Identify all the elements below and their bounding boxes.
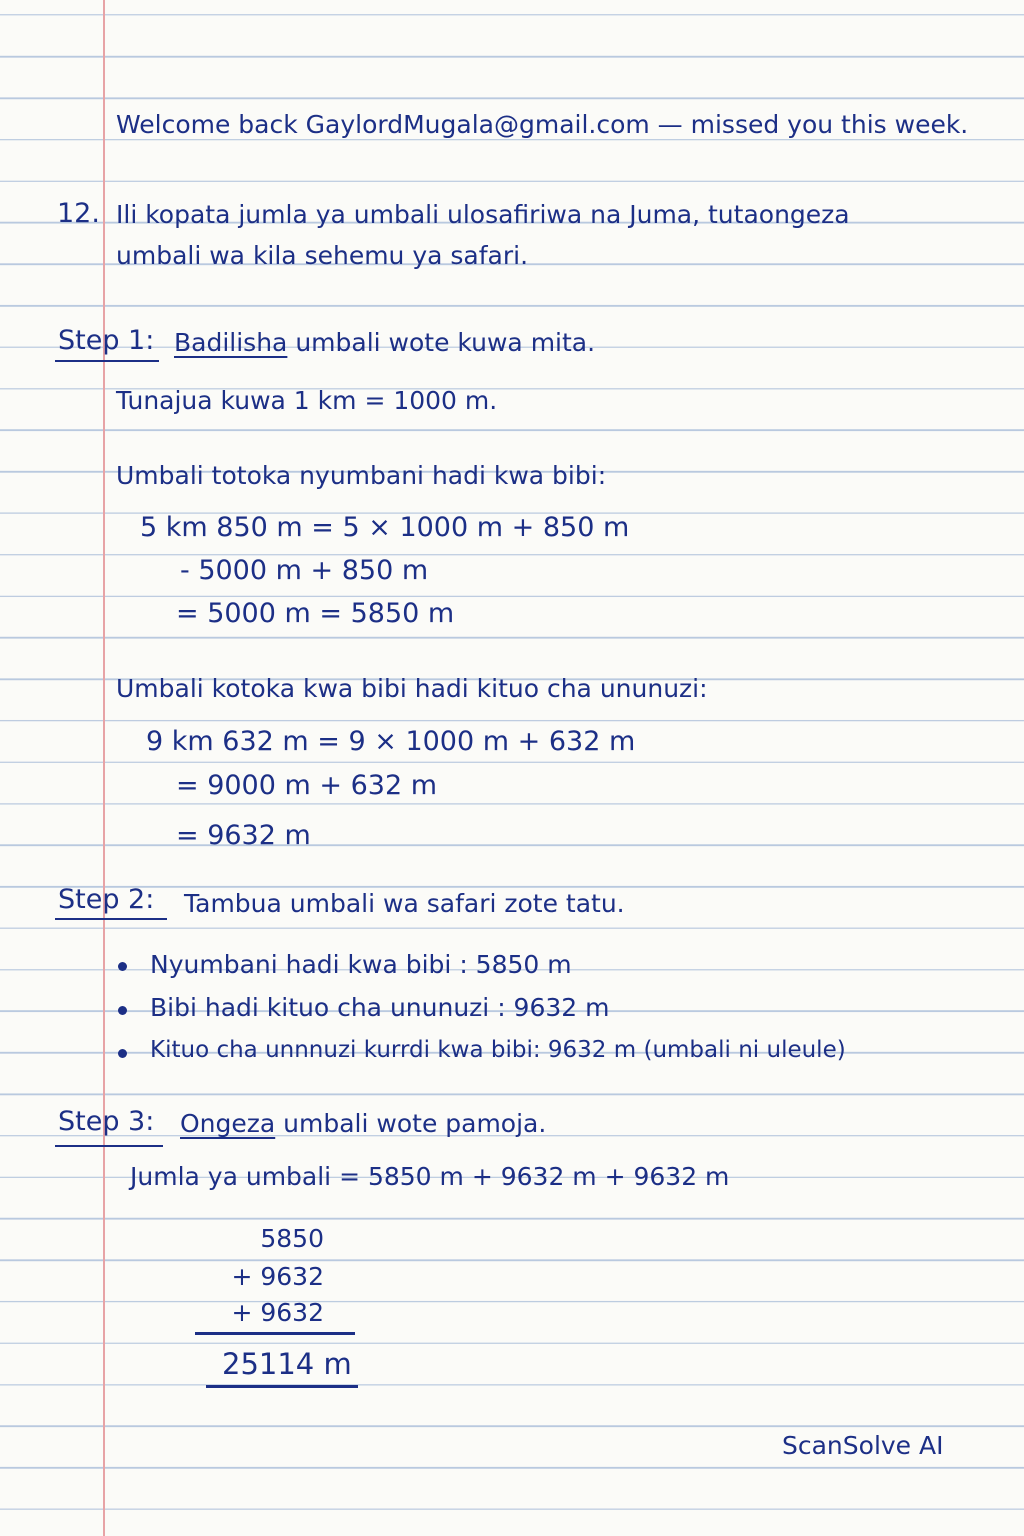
step3-equation: Jumla ya umbali = 5850 m + 9632 m + 9632 m (130, 1162, 730, 1191)
step2-bullet-3: Kituo cha unnnuzi kurrdi kwa bibi: 9632 m (umbali ni uleule) (150, 1037, 846, 1063)
step2-bullet-2: Bibi hadi kituo cha ununuzi : 9632 m (150, 993, 610, 1022)
step3-rest: umbali wote pamoja. (283, 1109, 547, 1138)
step3-verb: Ongeza (180, 1109, 276, 1138)
addend-1: 5850 (260, 1224, 324, 1253)
step1-fact: Tunajua kuwa 1 km = 1000 m. (116, 386, 498, 415)
step1-underline (55, 360, 159, 362)
problem-line-1: Ili kopata jumla ya umbali ulosafiriwa na Juma, tutaongeza (116, 200, 850, 229)
part-b-heading: Umbali kotoka kwa bibi hadi kituo cha ununuzi: (116, 674, 708, 703)
step3-title (180, 1111, 546, 1136)
brand-signature: ScanSolve AI (782, 1431, 944, 1460)
part-b-line-3: = 9632 m (176, 820, 311, 851)
step3-underline (55, 1145, 163, 1147)
part-b-line-2: = 9000 m + 632 m (176, 770, 438, 801)
step1-label: Step 1: (58, 325, 155, 356)
bullet-dot (118, 1049, 127, 1058)
step2-label: Step 2: (58, 884, 155, 915)
total-underline (206, 1385, 358, 1388)
problem-number: 12. (57, 198, 100, 229)
sum-total: 25114 m (222, 1347, 352, 1381)
step1-title (174, 330, 595, 355)
greeting-text: Welcome back GaylordMugala@gmail.com — missed you this week. (116, 110, 969, 139)
part-a-heading: Umbali totoka nyumbani hadi kwa bibi: (116, 461, 607, 490)
part-a-line-2: - 5000 m + 850 m (180, 555, 429, 586)
addend-2: + 9632 (231, 1262, 324, 1291)
bullet-dot (118, 962, 127, 971)
step2-underline (55, 918, 167, 920)
margin-line (103, 0, 105, 1536)
part-a-line-3: = 5000 m = 5850 m (176, 598, 455, 629)
problem-line-2: umbali wa kila sehemu ya safari. (116, 241, 529, 270)
part-a-line-1: 5 km 850 m = 5 × 1000 m + 850 m (140, 512, 630, 543)
sum-rule (195, 1332, 355, 1335)
addend-3: + 9632 (231, 1298, 324, 1327)
step1-verb: Badilisha (174, 328, 288, 357)
step3-label: Step 3: (58, 1106, 155, 1137)
bullet-dot (118, 1006, 127, 1015)
part-b-line-1: 9 km 632 m = 9 × 1000 m + 632 m (146, 726, 636, 757)
step1-rest: umbali wote kuwa mita. (295, 328, 596, 357)
step2-bullet-1: Nyumbani hadi kwa bibi : 5850 m (150, 950, 572, 979)
step2-title: Tambua umbali wa safari zote tatu. (184, 889, 625, 918)
